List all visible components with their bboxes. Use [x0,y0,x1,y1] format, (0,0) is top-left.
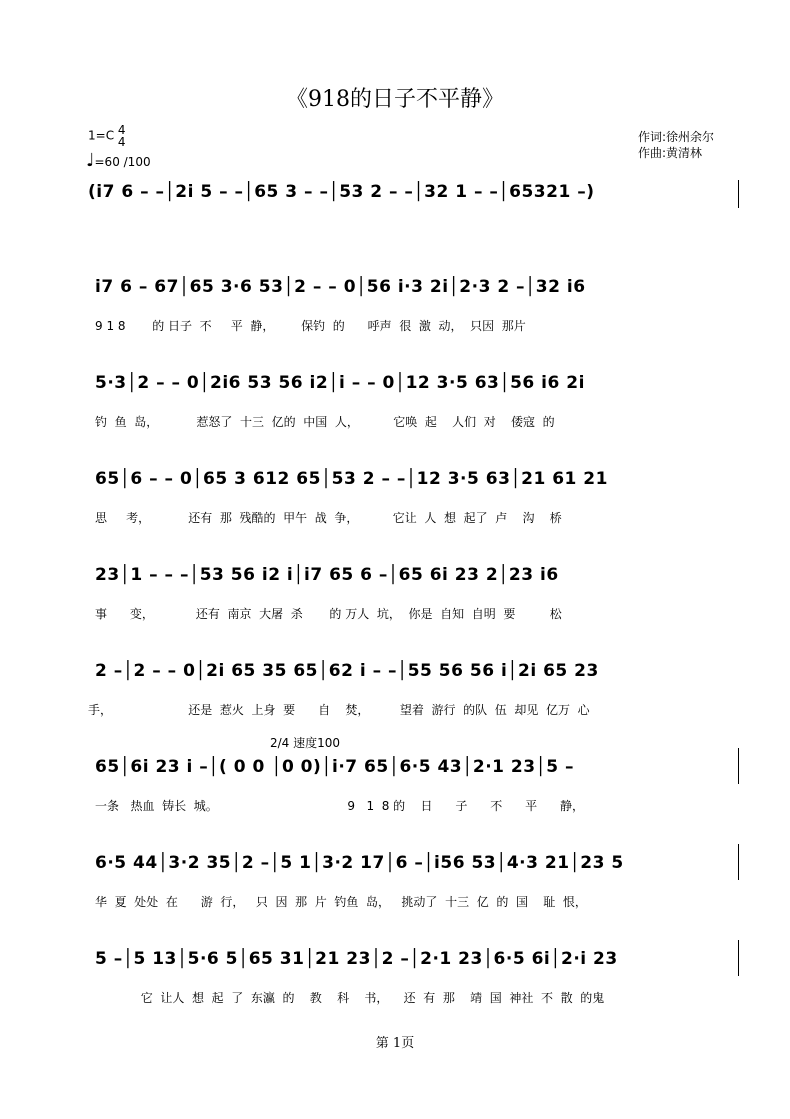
system-3-notes: 65│6 – – 0│65 3 612 65│53 2 – –│12 3·5 63│21 61 21 [95,469,608,489]
key-signature [88,124,126,148]
system-5-notes: 2 –│2 – – 0│2i 65 35 65│62 i – –│55 56 56 i│2i 65 23 [95,661,599,681]
composer: 作曲:黄清林 [638,146,703,160]
time-signature [118,124,126,148]
tempo-change: 2/4 速度100 [270,736,341,750]
system-4-notes: 23│1 – – –│53 56 i2 i│i7 65 6 –│65 6i 23 2│23 i6 [95,565,559,585]
system-end-barline [738,844,739,880]
key-label: 1=C [88,128,115,143]
system-2-notes: 5·3│2 – – 0│2i6 53 56 i2│i – – 0│12 3·5 63│56 i6 2i [95,373,585,393]
time-sig-bottom: 4 [117,135,126,149]
system-end-barline [738,940,739,976]
system-2-lyrics: 钓 鱼 岛， 惹怒了 十三 亿的 中国 人， 它唤 起 人们 对 倭寇 的 [95,415,555,429]
system-8-notes: 5 –│5 13│5·6 5│65 31│21 23│2 –│2·1 23│6·5 6i│2·i 23 [95,949,618,969]
lyricist: 作词:徐州余尔 [638,130,715,144]
system-end-barline [738,180,739,208]
system-4-lyrics: 事 变， 还有 南京 大屠 杀 的 万人 坑， 你是 自知 自明 要 松 [95,607,562,621]
score-title: 《918的日子不平静》 [286,87,504,112]
system-7-notes: 6·5 44│3·2 35│2 –│5 1│3·2 17│6 –│i56 53│4·3 21│23 5 [95,853,624,873]
tempo-value: =60 /100 [94,155,151,169]
system-end-barline [738,748,739,784]
system-5-lyrics: 手， 还是 惹火 上身 要 自 焚， 望着 游行 的队 伍 却见 亿万 心 [88,703,590,717]
system-6-notes: 65│6i 23 i –│( 0 0 │0 0)│i·7 65│6·5 43│2·1 23│5 – [95,757,575,777]
time-sig-top: 4 [117,123,126,137]
system-1-lyrics: 9 1 8 的 日子 不 平 静， 保钓 的 呼声 很 激 动， 只因 那片 [95,319,526,333]
tempo-marking [86,150,151,171]
system-0-notes: (i7 6 – –│2i 5 – –│65 3 – –│53 2 – –│32 1 – –│65321 –) [88,182,595,202]
quarter-note-icon: ♩ [86,150,95,171]
page-number: 第 1页 [375,1036,415,1051]
system-3-lyrics: 思 考， 还有 那 残酷的 甲午 战 争， 它让 人 想 起了 卢 沟 桥 [95,511,562,525]
system-8-lyrics: 它 让人 想 起 了 东瀛 的 教 科 书， 还 有 那 靖 国 神社 不 散 的鬼 [95,991,605,1005]
system-7-lyrics: 华 夏 处处 在 游 行， 只 因 那 片 钓鱼 岛， 挑动了 十三 亿 的 国 耻 恨， [95,895,587,909]
system-1-notes: i7 6 – 67│65 3·6 53│2 – – 0│56 i·3 2i│2·3 2 –│32 i6 [95,277,586,297]
system-6-lyrics: 一条 热血 铸长 城。 9 1 8 的 日 子 不 平 静， [95,799,584,813]
